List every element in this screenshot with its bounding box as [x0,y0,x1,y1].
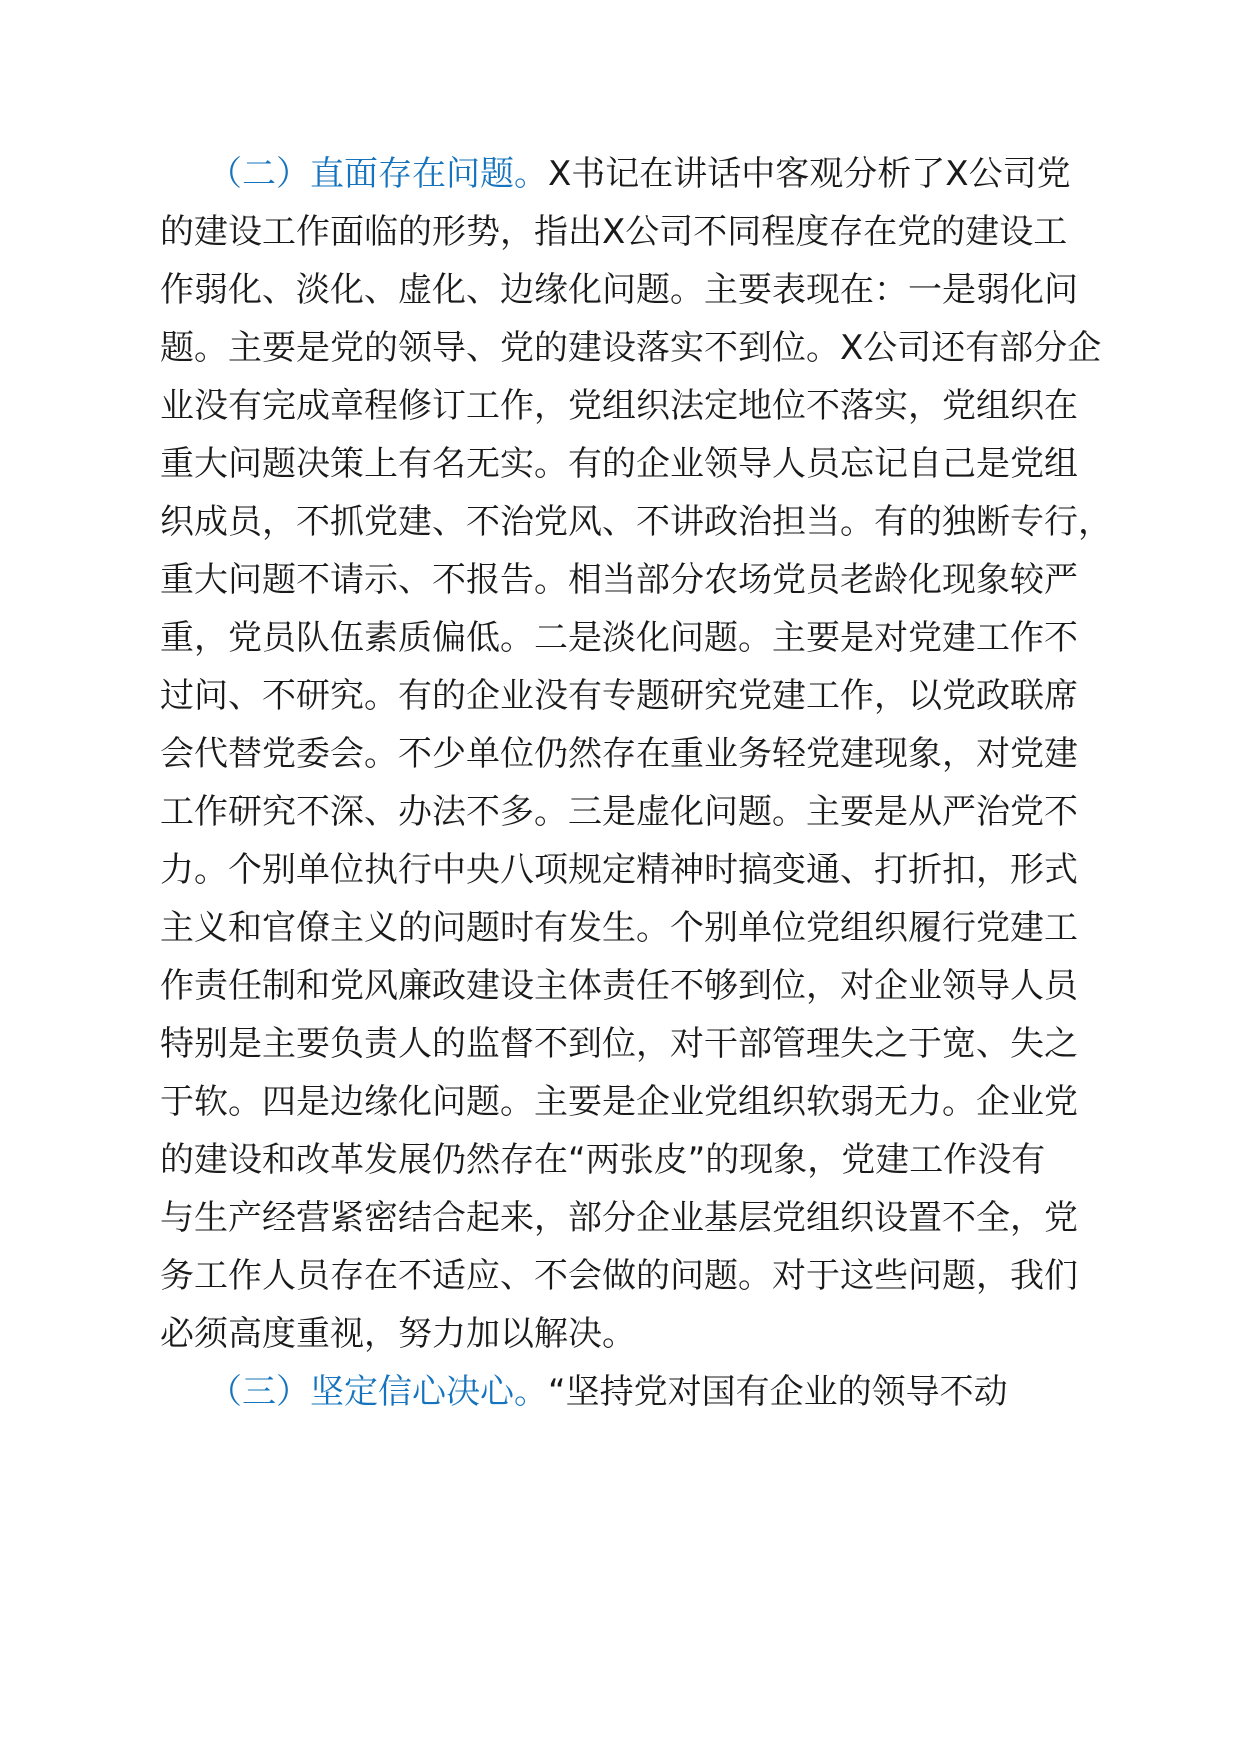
paragraph-line: 与生产经营紧密结合起来，部分企业基层党组织设置不全，党 [160,1198,1078,1238]
paragraph-line: 作责任制和党风廉政建设主体责任不够到位，对企业领导人员 [160,966,1078,1006]
paragraph-line: 务工作人员存在不适应、不会做的问题。对于这些问题，我们 [160,1256,1078,1296]
paragraph-line: 工作研究不深、办法不多。三是虚化问题。主要是从严治党不 [160,792,1078,832]
paragraph-line: 重大问题决策上有名无实。有的企业领导人员忘记自己是党组 [160,444,1078,484]
paragraph-line: 过问、不研究。有的企业没有专题研究党建工作，以党政联席 [160,676,1078,716]
paragraph-line: 业没有完成章程修订工作，党组织法定地位不落实，党组织在 [160,386,1078,426]
paragraph-line: 主义和官僚主义的问题时有发生。个别单位党组织履行党建工 [160,908,1078,948]
paragraph-first-line [160,152,1168,196]
paragraph-text: “坚持党对国有企业的领导不动 [548,1372,1008,1412]
paragraph-line: 会代替党委会。不少单位仍然存在重业务轻党建现象，对党建 [160,734,1078,774]
paragraph-line: 必须高度重视，努力加以解决。 [160,1314,636,1354]
paragraph-line: 重，党员队伍素质偏低。二是淡化问题。主要是对党建工作不 [160,618,1078,658]
paragraph-first-line [160,1370,1168,1414]
paragraph-line: 重大问题不请示、不报告。相当部分农场党员老龄化现象较严 [160,560,1078,600]
paragraph-line: 特别是主要负责人的监督不到位，对干部管理失之于宽、失之 [160,1024,1078,1064]
paragraph-line: 作弱化、淡化、虚化、边缘化问题。主要表现在：一是弱化问 [160,270,1078,310]
paragraph-line: 力。个别单位执行中央八项规定精神时搞变通、打折扣，形式 [160,850,1078,890]
paragraph-line: 的建设工作面临的形势，指出X公司不同程度存在党的建设工 [160,212,1068,252]
paragraph-line: 于软。四是边缘化问题。主要是企业党组织软弱无力。企业党 [160,1082,1078,1122]
section-heading: （二）直面存在问题。 [208,154,548,194]
paragraph-line: 织成员，不抓党建、不治党风、不讲政治担当。有的独断专行， [160,502,1112,542]
paragraph-text: X书记在讲话中客观分析了X公司党 [548,154,1071,194]
section-heading: （三）坚定信心决心。 [208,1372,548,1412]
paragraph-line: 题。主要是党的领导、党的建设落实不到位。X公司还有部分企 [160,328,1102,368]
paragraph-line: 的建设和改革发展仍然存在“两张皮”的现象，党建工作没有 [160,1140,1046,1180]
